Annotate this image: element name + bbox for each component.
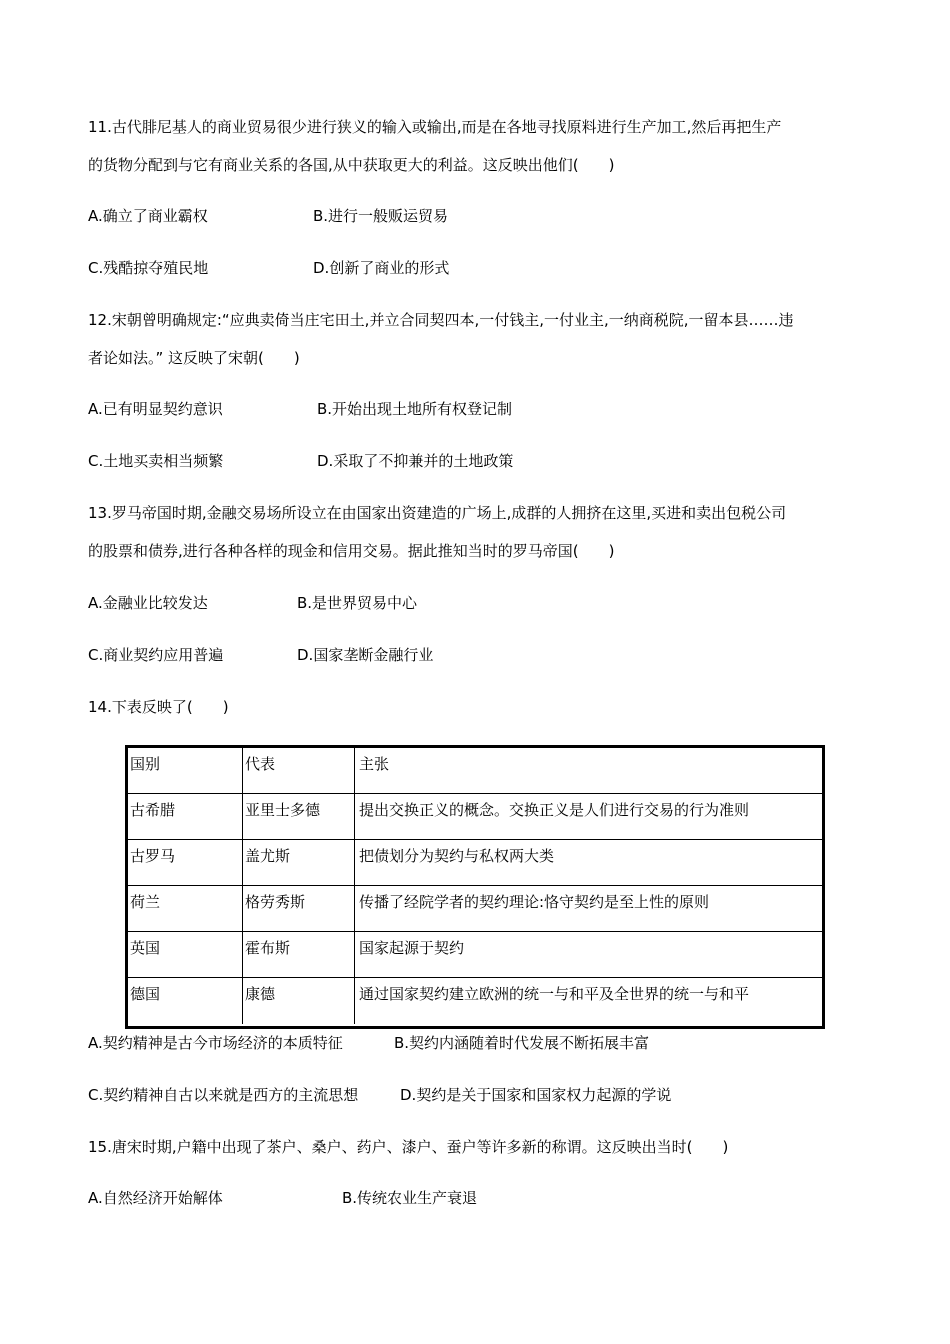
- table-cell-country: 古罗马: [130, 847, 176, 865]
- table-row: [128, 932, 822, 978]
- q11-option-c: C.残酷掠夺殖民地: [88, 259, 209, 277]
- q13-option-a: A.金融业比较发达: [88, 594, 208, 612]
- table-row: [128, 886, 822, 932]
- table-cell-representative: 亚里士多德: [242, 794, 354, 839]
- q14-option-d: D.契约是关于国家和国家权力起源的学说: [400, 1086, 672, 1104]
- q13-option-d: D.国家垄断金融行业: [297, 646, 434, 664]
- table-cell-representative: 霍布斯: [242, 932, 354, 977]
- q14-option-b: B.契约内涵随着时代发展不断拓展丰富: [394, 1034, 650, 1052]
- q13-option-c: C.商业契约应用普遍: [88, 646, 224, 664]
- q11-option-a: A.确立了商业霸权: [88, 207, 208, 225]
- q12-stem-line1: 12.宋朝曾明确规定:“应典卖倚当庄宅田土,并立合同契四本,一付钱主,一付业主,一纳商税院,一留本县……违: [88, 311, 794, 329]
- table-cell-country: 英国: [130, 939, 161, 957]
- q11-option-b: B.进行一般贩运贸易: [313, 207, 449, 225]
- table-row: [128, 840, 822, 886]
- q15-stem: 15.唐宋时期,户籍中出现了茶户、桑户、药户、漆户、蚕户等许多新的称谓。这反映出当时( ): [88, 1138, 729, 1156]
- table-cell-country: 德国: [130, 985, 161, 1003]
- table-cell-representative: 格劳秀斯: [242, 886, 354, 931]
- table-cell-representative: 盖尤斯: [242, 840, 354, 885]
- contract-thought-table: [125, 745, 825, 1029]
- table-header-country: 国别: [130, 755, 161, 773]
- q14-option-a: A.契约精神是古今市场经济的本质特征: [88, 1034, 343, 1052]
- q15-option-b: B.传统农业生产衰退: [342, 1189, 478, 1207]
- table-cell-claim: 传播了经院学者的契约理论:恪守契约是至上性的原则: [354, 886, 824, 931]
- q12-option-b: B.开始出现土地所有权登记制: [317, 400, 513, 418]
- q14-stem: 14.下表反映了( ): [88, 698, 229, 716]
- q11-option-d: D.创新了商业的形式: [313, 259, 450, 277]
- table-header-row: [128, 748, 822, 794]
- table-cell-claim: 通过国家契约建立欧洲的统一与和平及全世界的统一与和平: [354, 978, 824, 1024]
- table-row: [128, 794, 822, 840]
- table-cell-claim: 提出交换正义的概念。交换正义是人们进行交易的行为准则: [354, 794, 824, 839]
- table-cell-country: 荷兰: [130, 893, 161, 911]
- q15-option-a: A.自然经济开始解体: [88, 1189, 223, 1207]
- q11-stem-line1: 11.古代腓尼基人的商业贸易很少进行狭义的输入或输出,而是在各地寻找原料进行生产加工,然后再把生产: [88, 118, 782, 136]
- table-row: [128, 978, 822, 1024]
- q13-option-b: B.是世界贸易中心: [297, 594, 418, 612]
- table-header-representative: 代表: [242, 748, 354, 793]
- q13-stem-line1: 13.罗马帝国时期,金融交易场所设立在由国家出资建造的广场上,成群的人拥挤在这里,买进和卖出包税公司: [88, 504, 787, 522]
- table-cell-claim: 把债划分为契约与私权两大类: [354, 840, 824, 885]
- q14-option-c: C.契约精神自古以来就是西方的主流思想: [88, 1086, 359, 1104]
- table-cell-representative: 康德: [242, 978, 354, 1024]
- q12-stem-line2: 者论如法。” 这反映了宋朝( ): [88, 349, 300, 367]
- table-header-claim: 主张: [354, 748, 824, 793]
- q12-option-d: D.采取了不抑兼并的土地政策: [317, 452, 514, 470]
- q11-stem-line2: 的货物分配到与它有商业关系的各国,从中获取更大的利益。这反映出他们( ): [88, 156, 615, 174]
- q12-option-c: C.土地买卖相当频繁: [88, 452, 224, 470]
- q13-stem-line2: 的股票和债券,进行各种各样的现金和信用交易。据此推知当时的罗马帝国( ): [88, 542, 615, 560]
- table-cell-claim: 国家起源于契约: [354, 932, 824, 977]
- q12-option-a: A.已有明显契约意识: [88, 400, 223, 418]
- table-cell-country: 古希腊: [130, 801, 176, 819]
